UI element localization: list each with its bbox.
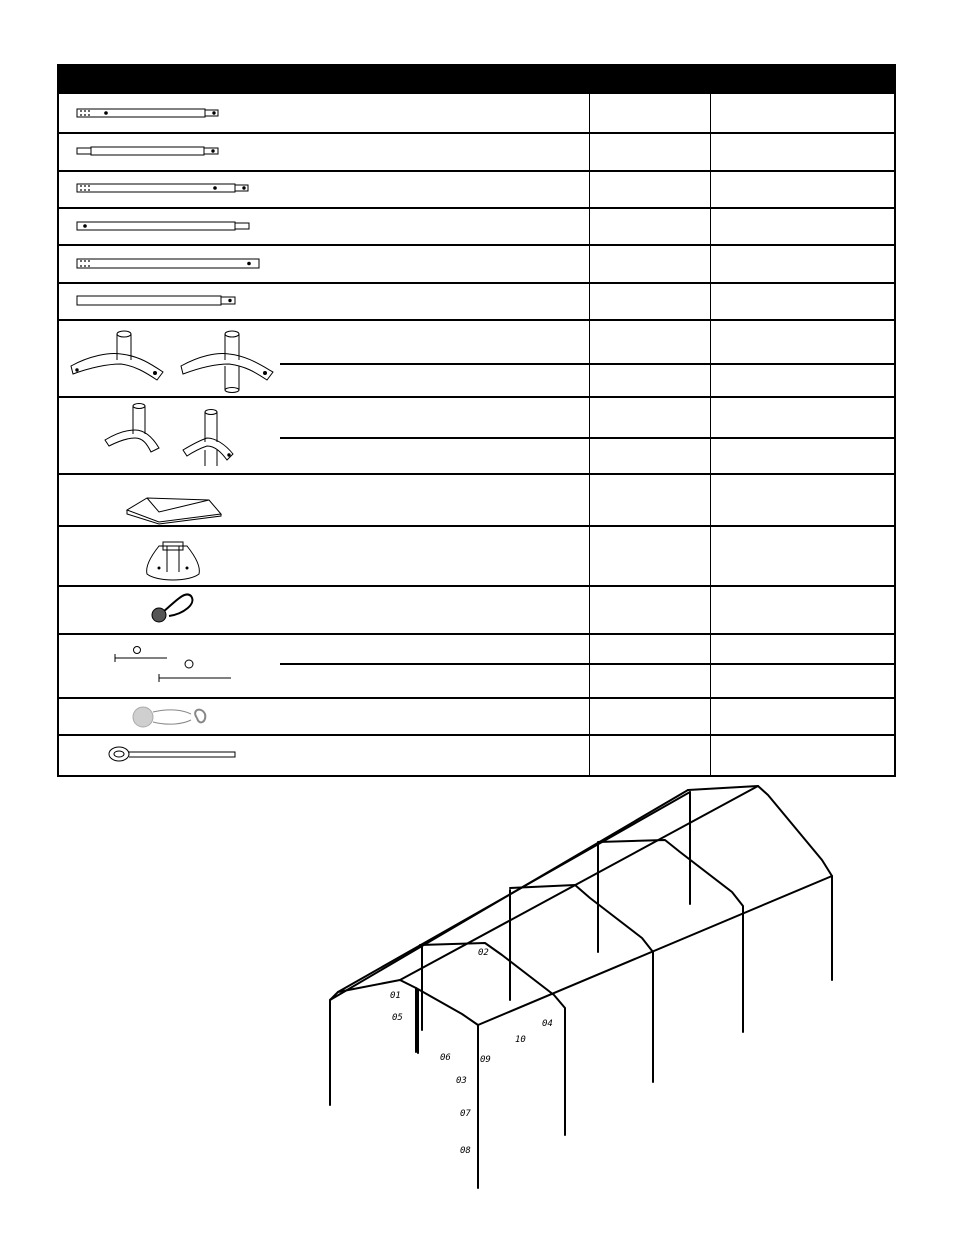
eave-rail bbox=[478, 876, 832, 1025]
canopy-cover-icon bbox=[127, 498, 221, 524]
callout-01: 01 bbox=[390, 991, 401, 1001]
column-divider-qty bbox=[589, 94, 590, 777]
callout-10: 10 bbox=[515, 1035, 526, 1045]
roof-fitting-pair-icon bbox=[71, 331, 273, 393]
callout-02: 02 bbox=[478, 948, 489, 958]
rear-frame bbox=[688, 786, 832, 980]
ball-bungee-icon bbox=[152, 594, 192, 622]
callout-03: 03 bbox=[456, 1076, 467, 1086]
callout-09: 09 bbox=[480, 1055, 491, 1065]
callout-05: 05 bbox=[392, 1013, 403, 1023]
pole-with-holes-icon bbox=[77, 109, 218, 117]
foot-pad-icon bbox=[147, 542, 200, 580]
corner-fitting-pair-icon bbox=[105, 404, 233, 467]
stake-pair-icon bbox=[115, 647, 231, 683]
parts-illustrations bbox=[59, 94, 589, 777]
pole-plain-icon bbox=[77, 296, 235, 305]
frame-section-3 bbox=[510, 885, 653, 1082]
callout-08: 08 bbox=[460, 1146, 471, 1156]
column-divider-part bbox=[710, 94, 711, 777]
callouts bbox=[390, 948, 553, 1156]
long-pole-with-holes-icon bbox=[77, 184, 248, 192]
callout-04: 04 bbox=[542, 1019, 553, 1029]
callout-06: 06 bbox=[440, 1053, 451, 1063]
frame-section-2 bbox=[420, 943, 565, 1135]
longest-pole-with-holes-icon bbox=[77, 259, 259, 268]
parts-table bbox=[57, 64, 896, 777]
ball-bungee-hook-icon bbox=[133, 707, 205, 727]
straight-pole-icon bbox=[77, 147, 218, 155]
frame-assembly-diagram bbox=[320, 780, 840, 1200]
eye-stake-icon bbox=[109, 747, 235, 761]
frame-section-4 bbox=[598, 840, 743, 1032]
table-header-bar bbox=[59, 66, 894, 94]
callout-07: 07 bbox=[460, 1109, 471, 1119]
long-pole-icon bbox=[77, 222, 249, 230]
